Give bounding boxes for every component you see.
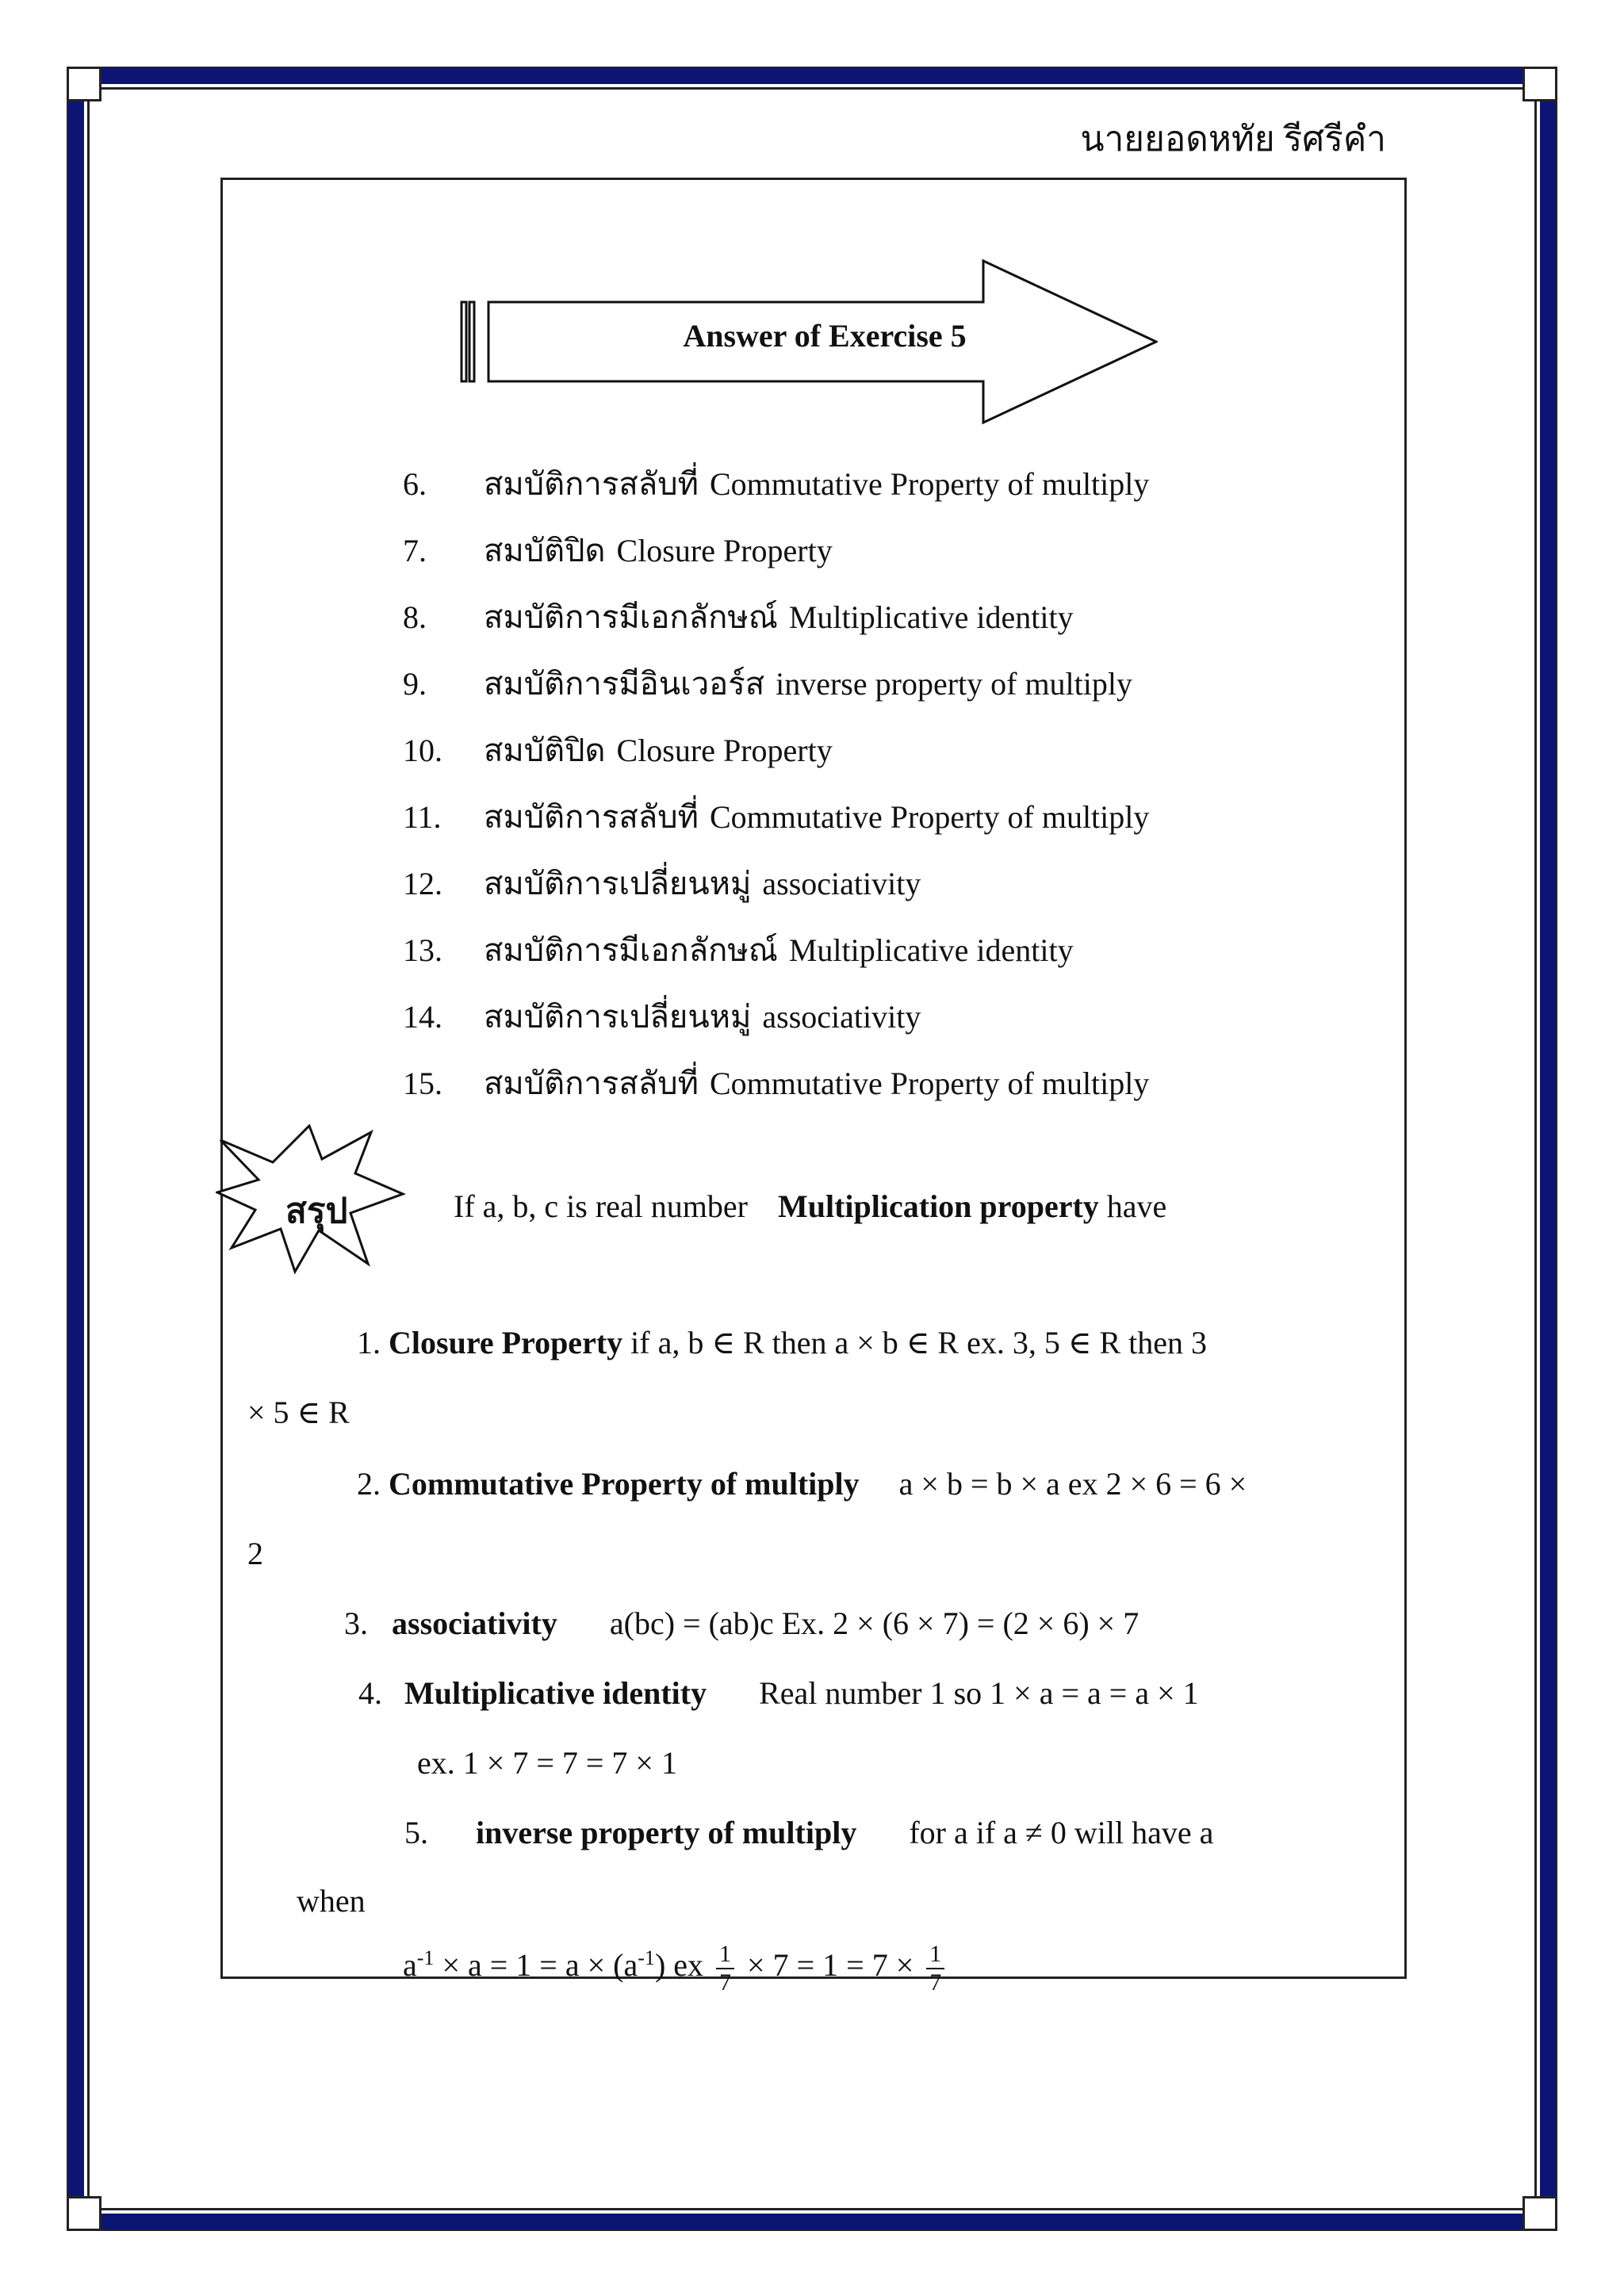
item-number: 7. bbox=[403, 532, 427, 568]
frame-corner bbox=[67, 67, 102, 101]
english-term: Multiplicative identity bbox=[788, 599, 1074, 635]
frame-corner bbox=[1522, 67, 1557, 101]
thai-term: สมบัติการเปลี่ยนหมู่ bbox=[484, 866, 752, 902]
banner-title: Answer of Exercise 5 bbox=[683, 318, 967, 354]
summary-bold: Multiplication property bbox=[777, 1188, 1099, 1224]
property-3 bbox=[344, 1605, 1139, 1642]
property-2-cont: 2 bbox=[247, 1536, 263, 1571]
english-term: inverse property of multiply bbox=[776, 665, 1133, 702]
list-item bbox=[403, 783, 1149, 850]
property-4-example: ex. 1 × 7 = 7 = 7 × 1 bbox=[417, 1745, 677, 1781]
item-number: 6. bbox=[403, 465, 427, 502]
prop-text: a(bc) = (ab)c Ex. 2 × (6 × 7) = (2 × 6) × 7 bbox=[609, 1605, 1139, 1641]
list-item bbox=[403, 1050, 1149, 1116]
formula-sup2: -1 bbox=[638, 1946, 655, 1969]
list-item bbox=[403, 850, 1149, 916]
property-5 bbox=[404, 1814, 1213, 1851]
formula-mid: × a = 1 = a × (a bbox=[434, 1947, 638, 1984]
prop-text: for a if a ≠ 0 will have a bbox=[909, 1815, 1214, 1850]
prop-name: Multiplicative identity bbox=[404, 1675, 707, 1711]
thai-term: สมบัติปิด bbox=[484, 533, 606, 569]
thai-term: สมบัติการสลับที่ bbox=[484, 466, 699, 503]
fraction: $\frac{1}{7}$ bbox=[716, 1941, 734, 1996]
english-term: associativity bbox=[762, 865, 921, 901]
summary-intro: If a, b, c is real number bbox=[454, 1188, 748, 1224]
summary-tail: have bbox=[1106, 1188, 1167, 1224]
english-term: Commutative Property of multiply bbox=[710, 798, 1150, 835]
formula-a: a bbox=[403, 1947, 417, 1984]
english-term: Multiplicative identity bbox=[788, 932, 1074, 968]
property-5-formula bbox=[403, 1941, 949, 1996]
author-name: นายยอดหทัย รีศรีคำ bbox=[1080, 120, 1386, 159]
prop-number: 3. bbox=[344, 1605, 368, 1641]
formula-sup: -1 bbox=[416, 1946, 435, 1969]
item-number: 12. bbox=[403, 865, 442, 901]
formula-after: × 7 = 1 = 7 × bbox=[747, 1947, 914, 1984]
thai-term: สมบัติการมีอินเวอร์ส bbox=[484, 666, 765, 702]
english-term: Closure Property bbox=[616, 732, 833, 768]
item-number: 14. bbox=[403, 998, 442, 1035]
list-item bbox=[403, 916, 1149, 983]
fraction: $\frac{1}{7}$ bbox=[926, 1941, 944, 1996]
list-item bbox=[403, 983, 1149, 1050]
thai-term: สมบัติการมีเอกลักษณ์ bbox=[484, 932, 778, 969]
item-number: 10. bbox=[403, 732, 442, 768]
list-item bbox=[403, 584, 1149, 650]
frame-corner bbox=[1522, 2196, 1557, 2231]
item-number: 9. bbox=[403, 665, 427, 702]
prop-name: Closure Property bbox=[389, 1325, 623, 1360]
property-1-cont: × 5 ∈ R bbox=[247, 1395, 350, 1430]
item-number: 8. bbox=[403, 599, 427, 635]
prop-text: Real number 1 so 1 × a = a = a × 1 bbox=[759, 1675, 1199, 1711]
thai-term: สมบัติการมีเอกลักษณ์ bbox=[484, 599, 778, 636]
prop-name: associativity bbox=[392, 1605, 557, 1641]
list-item bbox=[403, 717, 1149, 783]
answer-list bbox=[403, 450, 1149, 1116]
english-term: Commutative Property of multiply bbox=[710, 465, 1150, 502]
list-item bbox=[403, 650, 1149, 717]
prop-number: 2. bbox=[357, 1466, 381, 1502]
prop-text: a × b = b × a ex 2 × 6 = 6 × bbox=[898, 1466, 1247, 1502]
prop-name: Commutative Property of multiply bbox=[389, 1466, 860, 1502]
prop-number: 4. bbox=[358, 1675, 382, 1711]
property-5-cont: when bbox=[297, 1883, 366, 1919]
prop-number: 5. bbox=[404, 1815, 428, 1850]
thai-term: สมบัติปิด bbox=[484, 733, 606, 769]
english-term: associativity bbox=[762, 998, 921, 1035]
property-1 bbox=[357, 1324, 1207, 1361]
item-number: 15. bbox=[403, 1065, 442, 1101]
summary-badge: สรุป bbox=[285, 1191, 348, 1231]
property-2 bbox=[357, 1465, 1247, 1502]
english-term: Commutative Property of multiply bbox=[710, 1065, 1150, 1101]
summary-line bbox=[454, 1188, 1166, 1225]
prop-text: if a, b ∈ R then a × b ∈ R ex. 3, 5 ∈ R then 3 bbox=[630, 1325, 1207, 1360]
prop-number: 1. bbox=[357, 1325, 381, 1360]
item-number: 13. bbox=[403, 932, 442, 968]
english-term: Closure Property bbox=[616, 532, 833, 568]
thai-term: สมบัติการสลับที่ bbox=[484, 1066, 699, 1102]
thai-term: สมบัติการเปลี่ยนหมู่ bbox=[484, 999, 752, 1035]
list-item bbox=[403, 517, 1149, 584]
item-number: 11. bbox=[403, 798, 442, 835]
frame-corner bbox=[67, 2196, 102, 2231]
list-item bbox=[403, 450, 1149, 517]
formula-close: ) ex bbox=[654, 1947, 704, 1984]
property-4 bbox=[358, 1674, 1199, 1712]
prop-name: inverse property of multiply bbox=[476, 1815, 857, 1850]
thai-term: สมบัติการสลับที่ bbox=[484, 799, 699, 836]
